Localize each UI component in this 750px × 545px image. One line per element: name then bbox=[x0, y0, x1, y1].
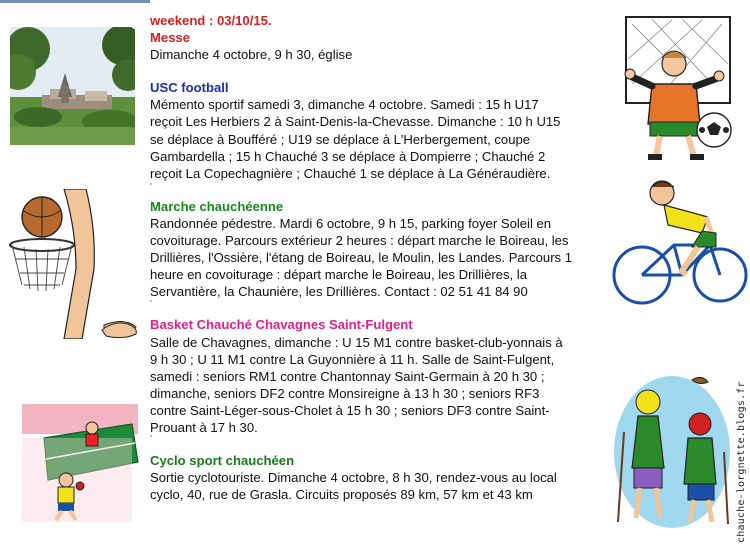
section-line: Salle de Chavagnes, dimanche : U 15 M1 contre basket-club-yonnais à bbox=[150, 334, 563, 350]
section-line: Randonnée pédestre. Mardi 6 octobre, 9 h 15, parking foyer Soleil en bbox=[150, 215, 552, 231]
section-line: heure en covoiturage : départ marche le Boireau, les Drillières, la bbox=[150, 267, 528, 283]
section-messe bbox=[150, 29, 620, 63]
separator-dot bbox=[150, 300, 152, 302]
section-line: reçoit La Copechagnière ; Chauché 1 se déplace à La Généraudière. bbox=[150, 165, 551, 181]
section-line: reçoit Les Herbiers 2 à Saint-Denis-la-Chevasse. Dimanche : 10 h U15 bbox=[150, 114, 561, 130]
section-title-football: USC football bbox=[150, 80, 229, 96]
section-line: se déplace à Boufféré ; U19 se déplace à L'Herbergement, coupe bbox=[150, 131, 531, 147]
section-football bbox=[150, 79, 620, 182]
blog-watermark: chauche-lorgnette.blogs.fr bbox=[736, 381, 747, 543]
weekend-date: weekend : 03/10/15. bbox=[150, 13, 272, 28]
section-line: Mémento sportif samedi 3, dimanche 4 octobre. Samedi : 15 h U17 bbox=[150, 97, 539, 113]
church-village-photo bbox=[10, 27, 135, 145]
section-line: Sortie cyclotouriste. Dimanche 4 octobre, 8 h 30, rendez-vous au local bbox=[150, 470, 557, 486]
section-line: Prouant à 17 h 30. bbox=[150, 419, 258, 435]
basketball-dunk-clipart bbox=[4, 189, 140, 339]
section-title-messe: Messe bbox=[150, 30, 191, 46]
section-line: Drillières, l'Ossière, l'étang de Boireau, le Moulin, les Landes. Parcours 1 bbox=[150, 250, 573, 266]
section-marche bbox=[150, 198, 620, 301]
section-line: Servantière, la Chaunière, les Drillières. Contact : 02 51 41 84 90 bbox=[150, 284, 528, 300]
hikers-clipart bbox=[612, 372, 734, 528]
section-cyclo bbox=[150, 452, 620, 503]
section-line: Dimanche 4 octobre, 9 h 30, église bbox=[150, 47, 353, 63]
section-line: covoiturage. Parcours extérieur 2 heures : départ marche le Boireau, les bbox=[150, 233, 569, 249]
cyclist-clipart bbox=[612, 175, 748, 315]
table-tennis-clipart bbox=[22, 404, 140, 522]
separator-dot bbox=[150, 435, 152, 437]
separator-dot bbox=[150, 183, 152, 185]
top-accent-bar bbox=[0, 0, 150, 3]
goalkeeper-clipart bbox=[622, 14, 734, 166]
article-body bbox=[150, 12, 620, 503]
section-line: 9 h 30 ; U 11 M1 contre La Guyonnière à 11 h. Salle de Saint-Fulgent, bbox=[150, 351, 555, 367]
section-line: cyclo, 40, rue de Grasla. Circuits proposés 89 km, 57 km et 43 km bbox=[150, 487, 533, 503]
section-line: dimanche, seniors DF2 contre Monsireigne à 13 h 30 ; seniors RF3 bbox=[150, 385, 540, 401]
section-title-marche: Marche chauchéenne bbox=[150, 198, 284, 214]
section-line: samedi : seniors RM1 contre Chantonnay Saint-Germain à 20 h 30 ; bbox=[150, 368, 545, 384]
section-title-basket: Basket Chauché Chavagnes Saint-Fulgent bbox=[150, 317, 413, 333]
section-basket bbox=[150, 316, 620, 436]
section-line: contre Saint-Léger-sous-Cholet à 15 h 30 ; seniors DF3 contre Saint- bbox=[150, 402, 550, 418]
section-title-cyclo: Cyclo sport chauchéen bbox=[150, 453, 295, 469]
section-line: Gambardella ; 15 h Chauché 3 se déplace à Dompierre ; Chauché 2 bbox=[150, 148, 546, 164]
pointing-hand-clipart bbox=[100, 318, 140, 340]
